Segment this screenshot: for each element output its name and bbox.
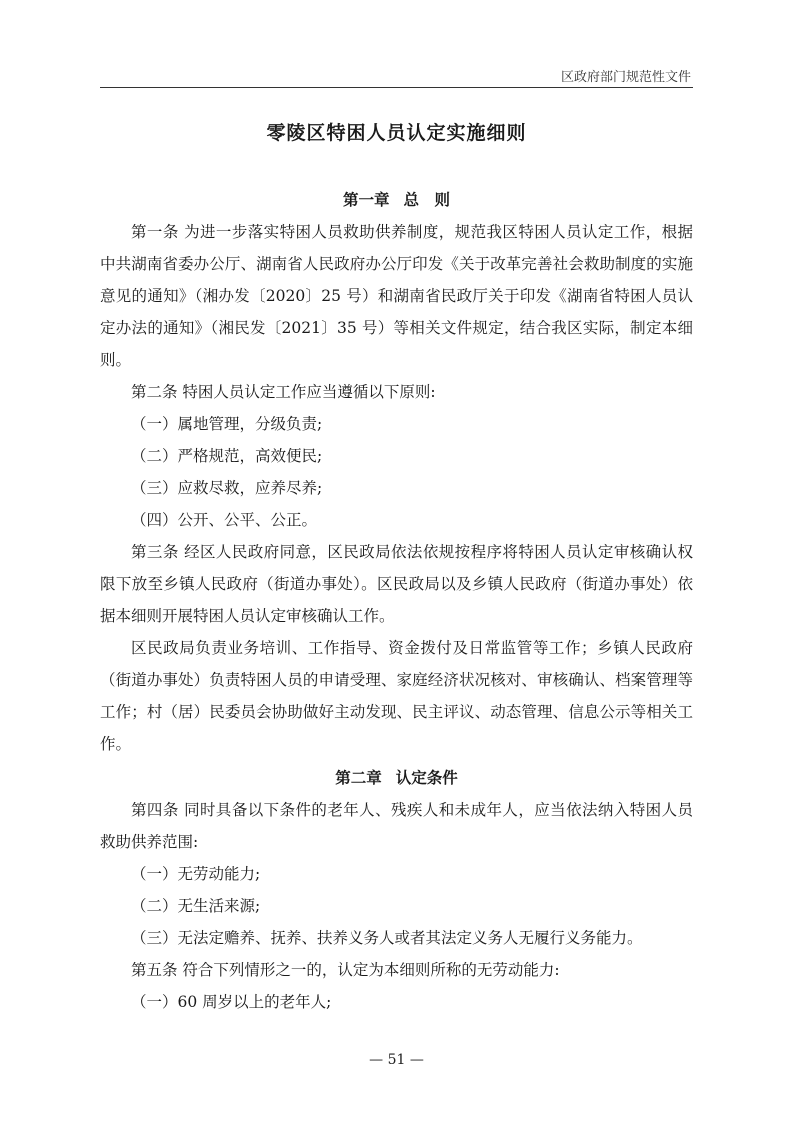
chapter-2-name: 认定条件 [395, 769, 458, 787]
header-text: 区政府部门规范性文件 [560, 70, 691, 85]
paragraph: （一）无劳动能力; [131, 865, 261, 883]
paragraph: （二）无生活来源; [131, 897, 261, 915]
chapter-1-label: 第一章 [342, 191, 390, 209]
paragraph: 第三条 经区人民政府同意，区民政局依法依规按程序将特困人员认定审核确认权限下放至乡镇人民政府（街道办事处）。区民政局以及乡镇人民政府（街道办事处）依据本细则开展特困人员认定审核确认工作。 [100, 543, 693, 625]
paragraph: 第五条 符合下列情形之一的，认定为本细则所称的无劳动能力: [131, 961, 560, 979]
header-rule [100, 87, 693, 88]
paragraph: （三）无法定赡养、抚养、扶养义务人或者其法定义务人无履行义务能力。 [131, 929, 643, 947]
document-title: 零陵区特困人员认定实施细则 [266, 122, 527, 144]
chapter-2-label: 第二章 [335, 769, 382, 787]
paragraph: （三）应救尽救，应养尽养; [131, 479, 323, 497]
document-body [100, 184, 693, 1018]
paragraph: 区民政局负责业务培训、工作指导、资金拨付及日常监管等工作；乡镇人民政府（街道办事处）负责特困人员的申请受理、家庭经济状况核对、审核确认、档案管理等工作；村（居）民委员会协助做好主动发现、民主评议、动态管理、信息公示等相关工作。 [100, 639, 693, 753]
paragraph: （一）属地管理，分级负责; [131, 415, 323, 433]
page-number: — 51 — [369, 1052, 424, 1068]
paragraph: （二）严格规范，高效便民; [131, 447, 323, 465]
paragraph: 第一条 为进一步落实特困人员救助供养制度，规范我区特困人员认定工作，根据中共湖南省委办公厅、湖南省人民政府办公厅印发《关于改革完善社会救助制度的实施意见的通知》（湘办发〔2020〕25 号）和湖南省民政厅关于印发《湖南省特困人员认定办法的通知》（湘民发〔2021〕35 号）等相关文件规定，结合我区实际，制定本细则。 [100, 223, 693, 369]
paragraph: 第二条 特困人员认定工作应当遵循以下原则: [131, 383, 436, 401]
chapter-1-heading [100, 184, 693, 216]
paragraph: （一）60 周岁以上的老年人; [131, 993, 332, 1011]
paragraph: 第四条 同时具备以下条件的老年人、残疾人和未成年人，应当依法纳入特困人员救助供养范围: [100, 801, 693, 851]
chapter-1-name: 总 则 [403, 191, 451, 209]
paragraph: （四）公开、公平、公正。 [131, 511, 318, 529]
chapter-2-heading [100, 762, 693, 794]
